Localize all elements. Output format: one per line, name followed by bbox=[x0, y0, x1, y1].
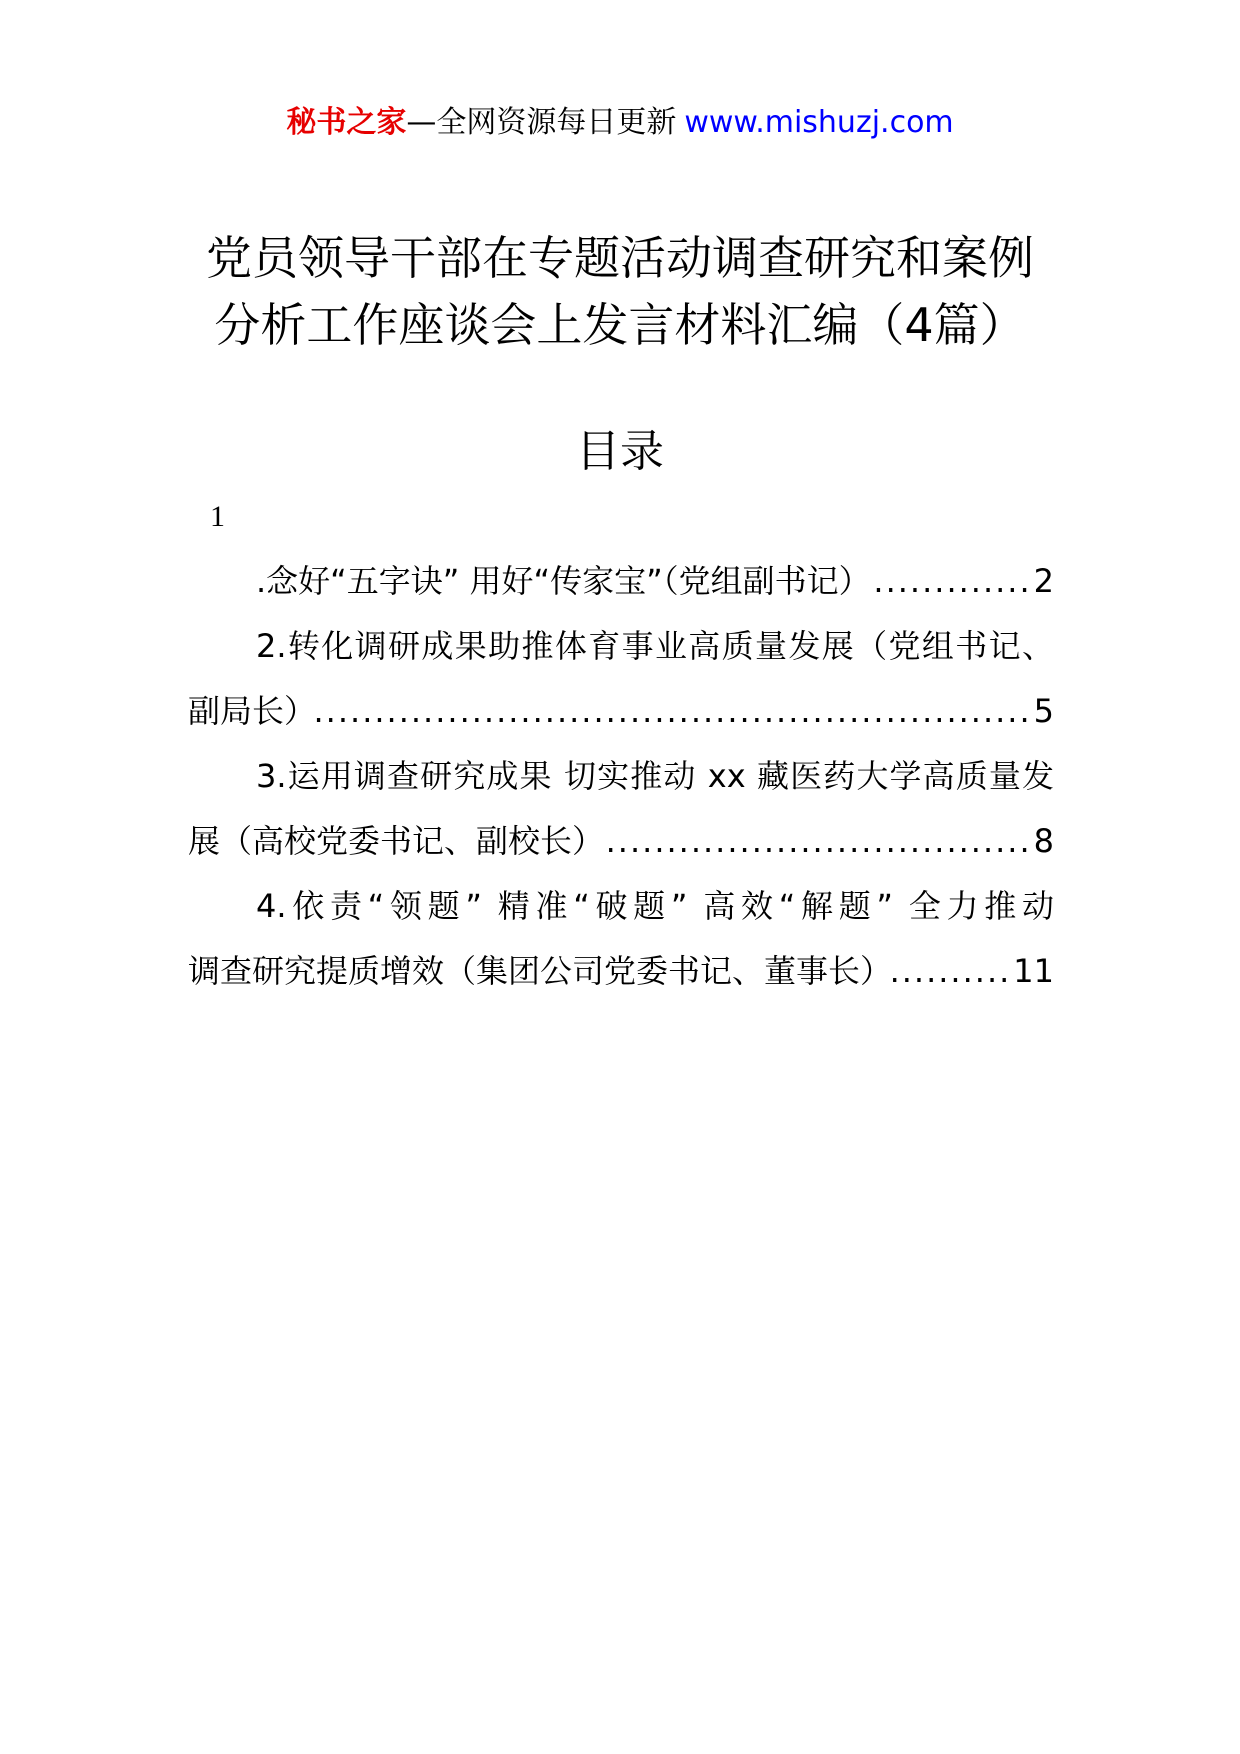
toc-entry-title: 副局长） bbox=[188, 692, 317, 730]
table-of-contents bbox=[188, 484, 1054, 1004]
toc-entry-page: 11 bbox=[1013, 952, 1054, 990]
dot-leader bbox=[892, 939, 1011, 1004]
dot-leader bbox=[871, 549, 1032, 614]
site-header bbox=[0, 103, 1240, 143]
toc-entry-title: .念好“五字诀” 用好“传家宝”（党组副书记） bbox=[256, 562, 871, 600]
toc-entry-title: 展（高校党委书记、副校长） bbox=[188, 822, 605, 860]
document-title-line-1: 党员领导干部在专题活动调查研究和案例 bbox=[206, 231, 1034, 285]
toc-entry-last-line bbox=[188, 549, 1054, 614]
toc-entry bbox=[188, 874, 1054, 1004]
toc-entry-number: 1 bbox=[210, 500, 225, 533]
dot-leader bbox=[316, 679, 1032, 744]
toc-entry bbox=[188, 549, 1054, 614]
toc-entry-page: 2 bbox=[1033, 562, 1054, 600]
document-title bbox=[0, 225, 1240, 359]
site-url-link[interactable]: www.mishuzj.com bbox=[684, 105, 954, 140]
toc-entry-page: 5 bbox=[1033, 692, 1054, 730]
toc-entry bbox=[188, 744, 1054, 874]
toc-entry-last-line bbox=[188, 939, 1054, 1004]
dot-leader bbox=[604, 809, 1032, 874]
toc-entry-title-line: 2.转化调研成果助推体育事业高质量发展（党组书记、 bbox=[256, 627, 1054, 665]
toc-heading: 目录 bbox=[576, 426, 664, 477]
toc-entry-title-line: 4.依责“领题” 精准“破题” 高效“解题” 全力推动 bbox=[256, 887, 1054, 925]
site-tagline: —全网资源每日更新 bbox=[406, 105, 677, 140]
toc-entry-last-line bbox=[188, 809, 1054, 874]
toc-entry-last-line bbox=[188, 679, 1054, 744]
toc-entry-page: 8 bbox=[1033, 822, 1054, 860]
toc-entry-title: 调查研究提质增效（集团公司党委书记、董事长） bbox=[188, 952, 893, 990]
site-brand: 秘书之家 bbox=[286, 105, 407, 140]
toc-entry bbox=[188, 614, 1054, 744]
document-title-line-2: 分析工作座谈会上发言材料汇编（4篇） bbox=[214, 298, 1026, 352]
toc-entry-title-line: 3.运用调查研究成果 切实推动 xx 藏医药大学高质量发 bbox=[256, 757, 1054, 795]
